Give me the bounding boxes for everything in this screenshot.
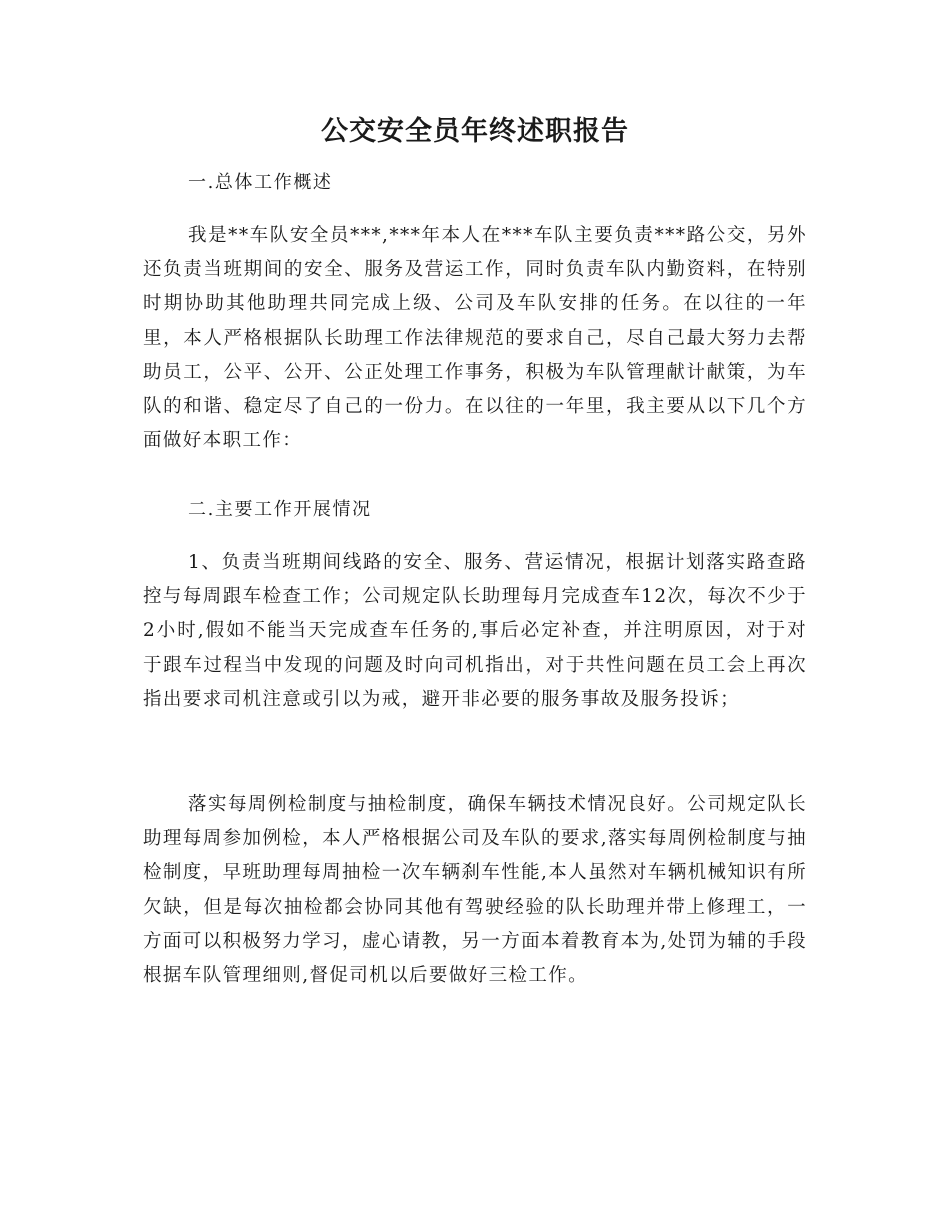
paragraph-overview: 我是**车队安全员***,***年本人在***车队主要负责***路公交，另外还负责当班期间的安全、服务及营运工作，同时负责车队内勤资料，在特别时期协助其他助理共同完成上级、公司及车队安排的任务。在以往的一年里，本人严格根据队长助理工作法律规范的要求自己，尽自己最大努力去帮助员工，公平、公开、公正处理工作事务，积极为车队管理献计献策，为车队的和谐、稳定尽了自己的一份力。在以往的一年里，我主要从以下几个方面做好本职工作： bbox=[143, 225, 807, 452]
paragraph-route-inspection: 1、负责当班期间线路的安全、服务、营运情况，根据计划落实路查路控与每周跟车检查工作；公司规定队长助理每月完成查车12次，每次不少于2小时,假如不能当天完成查车任务的,事后必定补查，并注明原因，对于对于跟车过程当中发现的问题及时向司机指出，对于共性问题在员工会上再次指出要求司机注意或引以为戒，避开非必要的服务事故及服务投诉； bbox=[143, 552, 807, 710]
section-heading-main-work: 二.主要工作开展情况 bbox=[188, 499, 372, 520]
document-title: 公交安全员年终述职报告 bbox=[321, 116, 629, 147]
section-heading-overview: 一.总体工作概述 bbox=[188, 172, 333, 193]
paragraph-vehicle-inspection: 落实每周例检制度与抽检制度，确保车辆技术情况良好。公司规定队长助理每周参加例检，本人严格根据公司及车队的要求,落实每周例检制度与抽检制度，早班助理每周抽检一次车辆刹车性能,本人虽然对车辆机械知识有所欠缺，但是每次抽检都会协同其他有驾驶经验的队长助理并带上修理工，一方面可以积极努力学习，虚心请教，另一方面本着教育本为,处罚为辅的手段根据车队管理细则,督促司机以后要做好三检工作。 bbox=[143, 794, 807, 987]
